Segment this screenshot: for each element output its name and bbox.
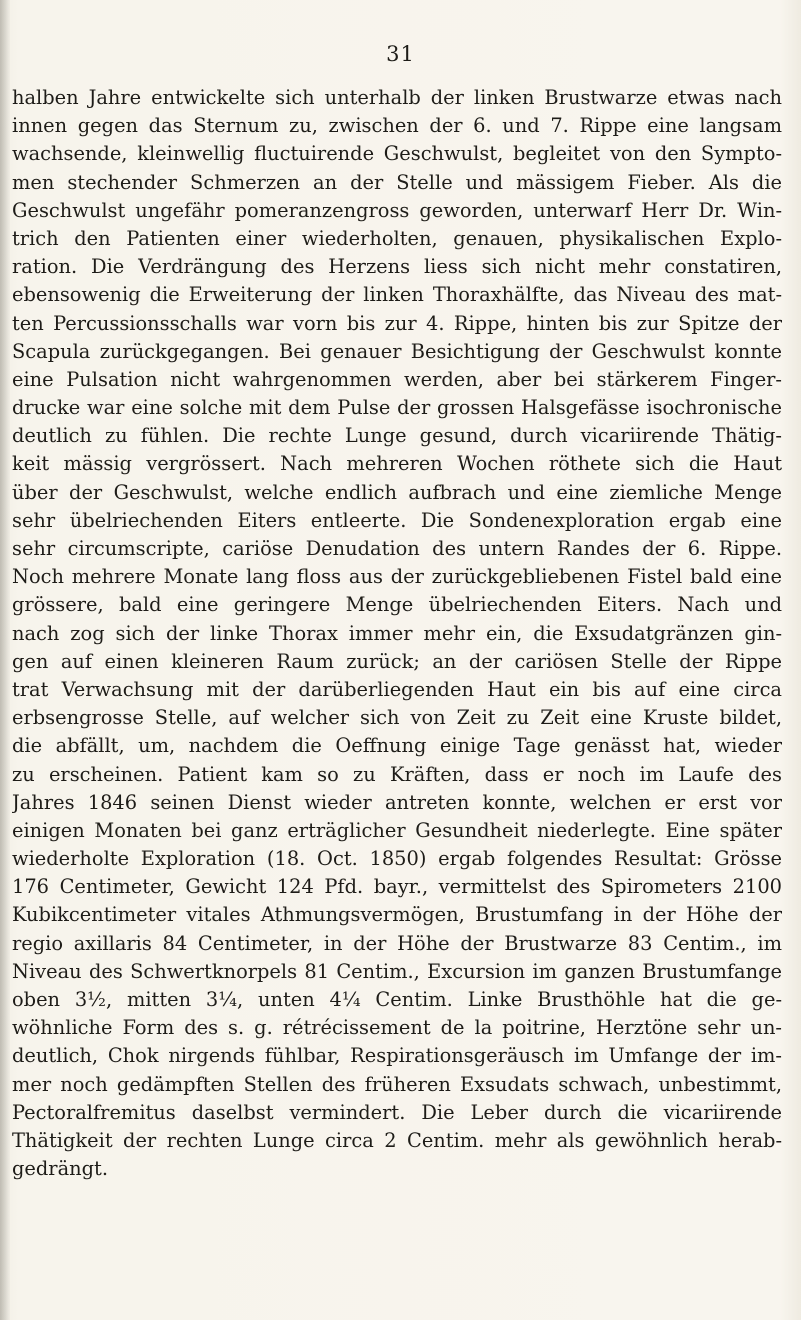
text-line: Scapula zurückgegangen. Bei genauer Besichtigung der Geschwulst konnte — [12, 339, 782, 363]
body-text — [12, 84, 782, 1183]
text-line: nach zog sich der linke Thorax immer mehr ein, die Exsudatgränzen gin- — [12, 621, 782, 645]
text-line: keit mässig vergrössert. Nach mehreren Wochen röthete sich die Haut — [12, 452, 782, 476]
text-line: innen gegen das Sternum zu, zwischen der 6. und 7. Rippe eine langsam — [12, 114, 782, 138]
text-line: zu erscheinen. Patient kam so zu Kräften, dass er noch im Laufe des — [12, 762, 782, 786]
text-line: sehr übelriechenden Eiters entleerte. Die Sondenexploration ergab eine — [12, 508, 782, 532]
text-line: ebensowenig die Erweiterung der linken Thoraxhälfte, das Niveau des mat- — [12, 283, 782, 307]
text-line: die abfällt, um, nachdem die Oeffnung einige Tage genässt hat, wieder — [12, 734, 782, 758]
text-line: ration. Die Verdrängung des Herzens liess sich nicht mehr constatiren, — [12, 255, 782, 279]
text-line: Pectoralfremitus daselbst vermindert. Die Leber durch die vicariirende — [12, 1100, 782, 1124]
text-line: einigen Monaten bei ganz erträglicher Gesundheit niederlegte. Eine später — [12, 818, 782, 842]
text-line: regio axillaris 84 Centimeter, in der Höhe der Brustwarze 83 Centim., im — [12, 931, 782, 955]
text-line: Kubikcentimeter vitales Athmungsvermögen, Brustumfang in der Höhe der — [12, 903, 782, 927]
text-line: drucke war eine solche mit dem Pulse der grossen Halsgefässe isochronische — [12, 396, 782, 420]
text-line: über der Geschwulst, welche endlich aufbrach und eine ziemliche Menge — [12, 480, 782, 504]
text-line: 176 Centimeter, Gewicht 124 Pfd. bayr., vermittelst des Spirometers 2100 — [12, 875, 782, 899]
binding-shadow — [0, 0, 10, 1320]
text-line: Niveau des Schwertknorpels 81 Centim., Excursion im ganzen Brustumfange — [12, 959, 782, 983]
text-line: wiederholte Exploration (18. Oct. 1850) ergab folgendes Resultat: Grösse — [12, 847, 782, 871]
text-line: oben 3½, mitten 3¼, unten 4¼ Centim. Linke Brusthöhle hat die ge- — [12, 988, 782, 1011]
text-line: Geschwulst ungefähr pomeranzengross geworden, unterwarf Herr Dr. Win- — [12, 198, 782, 222]
text-line: halben Jahre entwickelte sich unterhalb der linken Brustwarze etwas nach — [12, 86, 782, 109]
text-line: trich den Patienten einer wiederholten, genauen, physikalischen Explo- — [12, 226, 782, 250]
text-line: Thätigkeit der rechten Lunge circa 2 Centim. mehr als gewöhnlich herab- — [12, 1128, 782, 1152]
page-number: 31 — [386, 42, 415, 66]
text-line: wöhnliche Form des s. g. rétrécissement de la poitrine, Herztöne sehr un- — [12, 1016, 782, 1040]
text-line: men stechender Schmerzen an der Stelle und mässigem Fieber. Als die — [12, 170, 782, 194]
text-line: wachsende, kleinwellig fluctuirende Geschwulst, begleitet von den Sympto- — [12, 142, 782, 166]
text-line: sehr circumscripte, cariöse Denudation des untern Randes der 6. Rippe. — [12, 537, 782, 560]
text-line: mer noch gedämpften Stellen des früheren Exsudats schwach, unbestimmt, — [12, 1072, 782, 1096]
text-line: Noch mehrere Monate lang floss aus der zurückgebliebenen Fistel bald eine — [12, 565, 782, 589]
text-line: Jahres 1846 seinen Dienst wieder antreten konnte, welchen er erst vor — [12, 790, 782, 814]
text-line: gen auf einen kleineren Raum zurück; an der cariösen Stelle der Rippe — [12, 649, 782, 673]
text-line: grössere, bald eine geringere Menge übelriechenden Eiters. Nach und — [12, 593, 782, 617]
text-line: eine Pulsation nicht wahrgenommen werden, aber bei stärkerem Finger- — [12, 367, 782, 391]
text-line: erbsengrosse Stelle, auf welcher sich von Zeit zu Zeit eine Kruste bildet, — [12, 706, 782, 730]
text-line-last: gedrängt. — [12, 1157, 108, 1181]
text-line: deutlich zu fühlen. Die rechte Lunge gesund, durch vicariirende Thätig- — [12, 424, 782, 448]
text-line: trat Verwachsung mit der darüberliegenden Haut ein bis auf eine circa — [12, 677, 782, 701]
text-line: deutlich, Chok nirgends fühlbar, Respirationsgeräusch im Umfange der im- — [12, 1044, 782, 1068]
text-line: ten Percussionsschalls war vorn bis zur 4. Rippe, hinten bis zur Spitze der — [12, 311, 782, 335]
